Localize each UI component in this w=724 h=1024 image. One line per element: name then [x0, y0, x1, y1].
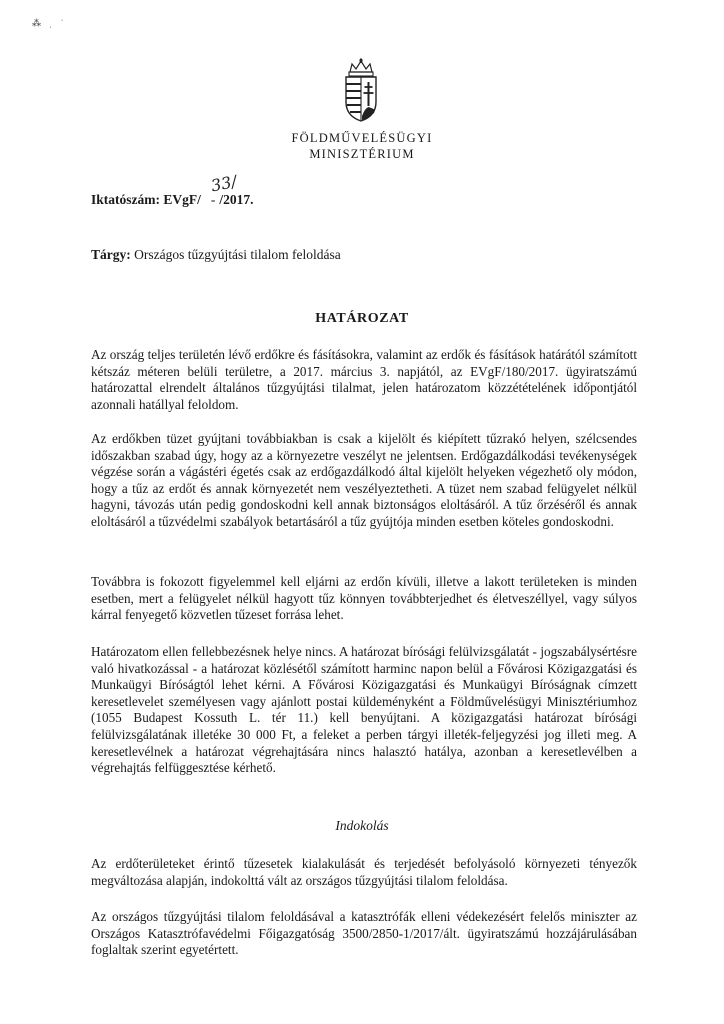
body-paragraph: Továbbra is fokozott figyelemmel kell eljárni az erdőn kívüli, illetve a lakott területeken is minden esetben, mert a felügyelet nélkül hagyott tűz könnyen továbbterjedhet és életveszéllyel, vagy súlyos kárral fenyegető közvetlen tűzeset forrása lehet. [91, 574, 637, 623]
body-paragraph: Határozatom ellen fellebbezésnek helye nincs. A határozat bírósági felülvizsgálatát - jogszabálysértésre való hivatkozással - a határozat közlésétől számított harminc napon belül a Fővárosi Közigazgatási és Munkaügyi Bíróságtól lehet kérni. A Fővárosi Közigazgatási és Munkaügyi Bíróságnak címzett keresetlevelet személyesen vagy ajánlott postai küldeményként a Földművelésügyi Minisztériumhoz (1055 Budapest Kossuth L. tér 11.) kell benyújtani. A közigazgatási határozat bírósági felülvizsgálatának illetéke 30 000 Ft, a feleket a perben tárgyi illeték-feljegyzési jog illeti meg. A keresetlevélnek a határozat végrehajtására nincs halasztó hatálya, azonban a keresetlevélben a végrehajtás felfüggesztése kérhető. [91, 644, 637, 776]
body-paragraph: Az országos tűzgyújtási tilalom feloldásával a katasztrófák elleni védekezésért felelős miniszter az Országos Katasztrófavédelmi Főigazgatóság 3500/2850-1/2017/ált. ügyiratszámú hozzájárulásában foglaltak szerint egyetértett. [91, 909, 637, 958]
justification-heading: Indokolás [335, 818, 389, 833]
subject-line [91, 247, 341, 263]
reference-number [91, 171, 254, 208]
body-paragraph: Az ország teljes területén lévő erdőkre és fásításokra, valamint az erdők és fásítások határától számított kétszáz méteren belüli területre, a 2017. március 3. napjától, az EVgF/180/2017. ügyiratszámú határozattal elrendelt általános tűzgyújtási tilalmat, jelen határozatom közzétételének időpontjától azonnali hatállyal feloldom. [91, 347, 637, 412]
ministry-name-line1: FÖLDMŰVELÉSÜGYI [291, 131, 433, 145]
reference-dash: - [210, 192, 216, 207]
handwritten-number: 33/ [209, 171, 239, 196]
reference-label: Iktatószám: EVgF/ [91, 192, 201, 207]
ministry-name-line2: MINISZTÉRIUM [309, 147, 415, 161]
document-title: HATÁROZAT [315, 311, 409, 326]
subject-text: Országos tűzgyújtási tilalom feloldása [130, 247, 341, 262]
body-paragraph: Az erdőterületeket érintő tűzesetek kialakulását és terjedését befolyásoló környezeti tényezők megváltozása alapján, indokolttá vált az országos tűzgyújtási tilalom feloldása. [91, 856, 637, 888]
reference-year: /2017. [219, 192, 254, 207]
body-paragraph: Az erdőkben tüzet gyújtani továbbiakban is csak a kijelölt és kiépített tűzrakó helyen, szélcsendes időszakban szabad úgy, hogy az a környezetre veszélyt ne jelentsen. Erdőgazdálkodási tevékenységek végzése során a vágástéri égetés csak az erdőgazdálkodó által kijelölt helyeken végezhető oly módon, hogy a tűz az erdőt és annak környezetét nem veszélyeztetheti. A tüzet nem szabad felügyelet nélkül hagyni, távozás után pedig gondoskodni kell annak biztonságos eloltásáról. A tűz őrzéséről és annak eloltásáról a tűzvédelmi szabályok betartásáról a tűz gyújtója minden esetben köteles gondoskodni. [91, 431, 637, 529]
subject-label: Tárgy: [91, 247, 131, 262]
scan-marks: ⁂ ˌ ˈ [32, 18, 67, 28]
hungarian-coat-of-arms-icon [326, 58, 396, 124]
